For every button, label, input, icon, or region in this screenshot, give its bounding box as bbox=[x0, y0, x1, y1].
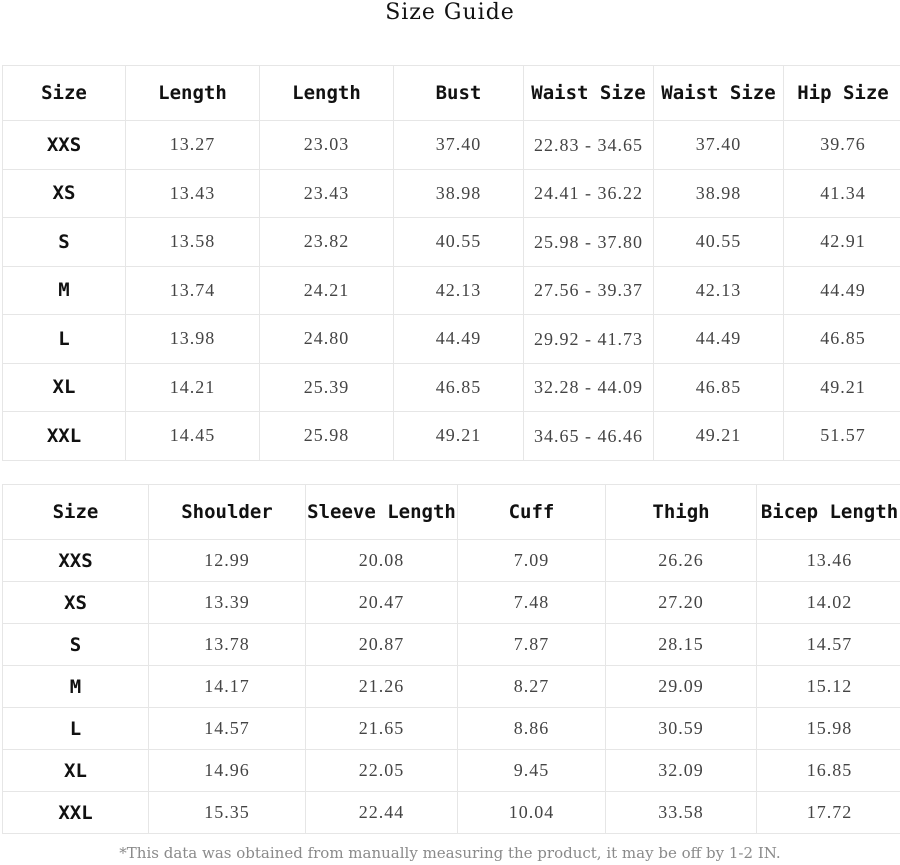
table-row bbox=[3, 750, 900, 792]
table-cell: 13.98 bbox=[126, 315, 260, 364]
table-cell: 15.12 bbox=[757, 666, 900, 708]
table-cell: 51.57 bbox=[784, 412, 900, 461]
table-cell: 26.26 bbox=[606, 540, 757, 582]
table-row bbox=[3, 708, 900, 750]
table-cell: 46.85 bbox=[394, 363, 524, 412]
table-cell: 25.39 bbox=[260, 363, 394, 412]
size-label: XL bbox=[3, 750, 149, 792]
table-cell: 14.02 bbox=[757, 582, 900, 624]
table-cell: 44.49 bbox=[784, 266, 900, 315]
size-label: M bbox=[3, 266, 126, 315]
table-cell: 12.99 bbox=[149, 540, 306, 582]
table-row bbox=[3, 266, 900, 315]
column-header: Thigh bbox=[606, 485, 757, 540]
size-label: XXS bbox=[3, 121, 126, 170]
table-row bbox=[3, 792, 900, 834]
table-cell: 46.85 bbox=[784, 315, 900, 364]
table-cell: 46.85 bbox=[654, 363, 784, 412]
table-cell: 28.15 bbox=[606, 624, 757, 666]
column-header: Waist Size bbox=[654, 66, 784, 121]
table-row bbox=[3, 540, 900, 582]
page-title: Size Guide bbox=[385, 0, 515, 25]
table-row bbox=[3, 582, 900, 624]
table-row bbox=[3, 169, 900, 218]
table-cell: 23.03 bbox=[260, 121, 394, 170]
column-header: Length bbox=[260, 66, 394, 121]
column-header: Sleeve Length bbox=[306, 485, 458, 540]
table-cell: 21.65 bbox=[306, 708, 458, 750]
table-row bbox=[3, 412, 900, 461]
table-cell: 42.13 bbox=[394, 266, 524, 315]
table-cell: 38.98 bbox=[394, 169, 524, 218]
table-cell: 13.39 bbox=[149, 582, 306, 624]
table-cell: 23.43 bbox=[260, 169, 394, 218]
table-cell: 14.57 bbox=[757, 624, 900, 666]
table-cell: 22.44 bbox=[306, 792, 458, 834]
table-cell: 22.05 bbox=[306, 750, 458, 792]
size-label: XS bbox=[3, 169, 126, 218]
column-header: Size bbox=[3, 66, 126, 121]
table-cell: 15.35 bbox=[149, 792, 306, 834]
table-cell: 42.91 bbox=[784, 218, 900, 267]
table-row bbox=[3, 624, 900, 666]
size-label: S bbox=[3, 218, 126, 267]
table-cell: 27.20 bbox=[606, 582, 757, 624]
table-cell: 8.86 bbox=[458, 708, 606, 750]
table-cell: 20.08 bbox=[306, 540, 458, 582]
table-cell: 32.09 bbox=[606, 750, 757, 792]
column-header: Length bbox=[126, 66, 260, 121]
column-header: Size bbox=[3, 485, 149, 540]
column-header: Hip Size bbox=[784, 66, 900, 121]
table-cell: 24.41 - 36.22 bbox=[524, 169, 654, 218]
table-cell: 16.85 bbox=[757, 750, 900, 792]
table-cell: 37.40 bbox=[394, 121, 524, 170]
table-cell: 44.49 bbox=[394, 315, 524, 364]
table-cell: 14.57 bbox=[149, 708, 306, 750]
table-cell: 7.48 bbox=[458, 582, 606, 624]
table-cell: 41.34 bbox=[784, 169, 900, 218]
table-cell: 14.17 bbox=[149, 666, 306, 708]
table-row bbox=[3, 121, 900, 170]
column-header: Bust bbox=[394, 66, 524, 121]
table-cell: 20.47 bbox=[306, 582, 458, 624]
table-row bbox=[3, 363, 900, 412]
table-cell: 25.98 - 37.80 bbox=[524, 218, 654, 267]
table-header-row bbox=[3, 485, 900, 540]
table-cell: 14.21 bbox=[126, 363, 260, 412]
table-cell: 13.43 bbox=[126, 169, 260, 218]
table-cell: 17.72 bbox=[757, 792, 900, 834]
size-label: M bbox=[3, 666, 149, 708]
size-label: L bbox=[3, 315, 126, 364]
size-label: L bbox=[3, 708, 149, 750]
column-header: Bicep Length bbox=[757, 485, 900, 540]
table-header-row bbox=[3, 66, 900, 121]
table-cell: 38.98 bbox=[654, 169, 784, 218]
table-cell: 39.76 bbox=[784, 121, 900, 170]
size-label: XL bbox=[3, 363, 126, 412]
table-cell: 49.21 bbox=[654, 412, 784, 461]
size-label: XXL bbox=[3, 792, 149, 834]
table-cell: 40.55 bbox=[654, 218, 784, 267]
table-cell: 27.56 - 39.37 bbox=[524, 266, 654, 315]
table-cell: 8.27 bbox=[458, 666, 606, 708]
table-cell: 9.45 bbox=[458, 750, 606, 792]
table-row bbox=[3, 315, 900, 364]
size-label: S bbox=[3, 624, 149, 666]
table-cell: 49.21 bbox=[784, 363, 900, 412]
table-cell: 22.83 - 34.65 bbox=[524, 121, 654, 170]
table-cell: 42.13 bbox=[654, 266, 784, 315]
table-cell: 20.87 bbox=[306, 624, 458, 666]
column-header: Waist Size bbox=[524, 66, 654, 121]
table-cell: 32.28 - 44.09 bbox=[524, 363, 654, 412]
table-cell: 23.82 bbox=[260, 218, 394, 267]
table-cell: 15.98 bbox=[757, 708, 900, 750]
size-table-bottom bbox=[2, 484, 900, 834]
table-cell: 21.26 bbox=[306, 666, 458, 708]
table-cell: 44.49 bbox=[654, 315, 784, 364]
table-cell: 24.80 bbox=[260, 315, 394, 364]
table-cell: 14.96 bbox=[149, 750, 306, 792]
measurement-disclaimer: *This data was obtained from manually measuring the product, it may be off by 1-2 IN. bbox=[119, 844, 781, 862]
table-cell: 13.74 bbox=[126, 266, 260, 315]
table-cell: 7.87 bbox=[458, 624, 606, 666]
table-cell: 34.65 - 46.46 bbox=[524, 412, 654, 461]
size-label: XXL bbox=[3, 412, 126, 461]
table-cell: 33.58 bbox=[606, 792, 757, 834]
table-cell: 13.27 bbox=[126, 121, 260, 170]
column-header: Shoulder bbox=[149, 485, 306, 540]
table-cell: 10.04 bbox=[458, 792, 606, 834]
size-table-top bbox=[2, 65, 900, 461]
table-cell: 7.09 bbox=[458, 540, 606, 582]
table-cell: 14.45 bbox=[126, 412, 260, 461]
table-cell: 30.59 bbox=[606, 708, 757, 750]
size-label: XXS bbox=[3, 540, 149, 582]
table-cell: 25.98 bbox=[260, 412, 394, 461]
table-cell: 37.40 bbox=[654, 121, 784, 170]
table-row bbox=[3, 666, 900, 708]
table-cell: 13.58 bbox=[126, 218, 260, 267]
table-cell: 40.55 bbox=[394, 218, 524, 267]
table-cell: 13.46 bbox=[757, 540, 900, 582]
table-cell: 13.78 bbox=[149, 624, 306, 666]
table-cell: 49.21 bbox=[394, 412, 524, 461]
table-cell: 24.21 bbox=[260, 266, 394, 315]
table-cell: 29.09 bbox=[606, 666, 757, 708]
table-cell: 29.92 - 41.73 bbox=[524, 315, 654, 364]
column-header: Cuff bbox=[458, 485, 606, 540]
size-label: XS bbox=[3, 582, 149, 624]
table-row bbox=[3, 218, 900, 267]
